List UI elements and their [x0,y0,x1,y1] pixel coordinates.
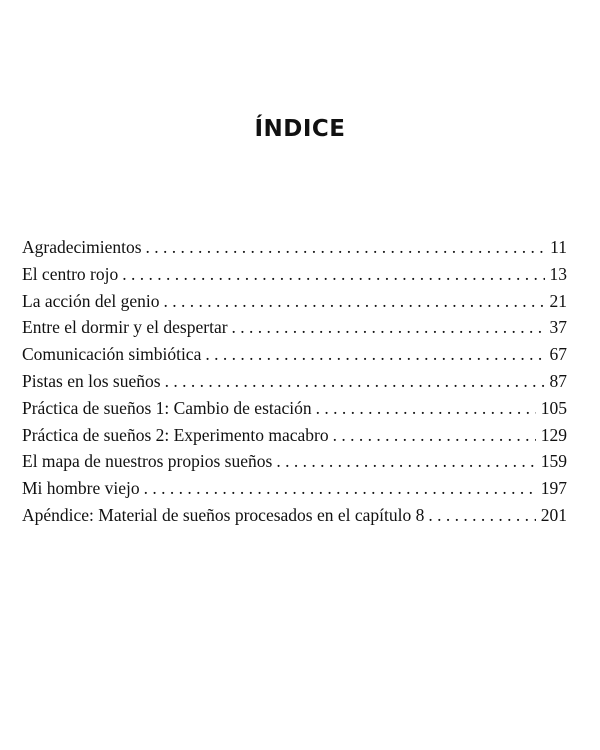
toc-entry-title: El mapa de nuestros propios sueños [22,451,273,472]
dot-leader [232,314,545,341]
toc-page-number: 105 [540,397,567,418]
dot-leader [165,368,545,395]
toc-entry [22,502,567,529]
dot-leader [164,288,545,315]
dot-leader [146,234,546,261]
toc-page-number: 159 [540,451,567,472]
toc-page-number: 197 [540,478,567,499]
dot-leader [276,448,535,475]
toc-entry-title: Comunicación simbiótica [22,344,202,365]
dot-leader [316,395,536,422]
toc-page-number: 37 [549,317,567,338]
toc-entry [22,288,567,315]
toc-page-number: 11 [550,237,567,257]
toc-entry [22,234,567,261]
toc-entry [22,368,567,395]
toc-entry [22,261,567,288]
toc-entry [22,475,567,502]
dot-leader [428,502,535,529]
toc-page-number: 129 [540,424,567,445]
toc-page-number: 21 [549,290,567,311]
toc-entry [22,395,567,422]
toc-entry-title: Práctica de sueños 1: Cambio de estación [22,397,312,418]
toc-entry-title: La acción del genio [22,290,160,311]
toc-page-number: 87 [549,370,567,391]
toc-entry-title: Agradecimientos [22,237,142,257]
toc-entry [22,448,567,475]
dot-leader [144,475,536,502]
toc-entry [22,341,567,368]
toc-entry-title: Práctica de sueños 2: Experimento macabro [22,424,329,445]
toc-entry [22,422,567,449]
dot-leader [122,261,544,288]
toc-entry-title: Pistas en los sueños [22,370,161,391]
toc-entry-title: El centro rojo [22,263,119,284]
dot-leader [205,341,544,368]
dot-leader [333,422,536,449]
toc-entry [22,314,567,341]
toc-page-number: 13 [549,263,567,284]
table-of-contents [22,234,567,529]
toc-entry-title: Apéndice: Material de sueños procesados en el capítulo 8 [22,504,425,525]
toc-entry-title: Entre el dormir y el despertar [22,317,228,338]
page-title: ÍNDICE [254,116,346,142]
toc-page-number: 201 [540,504,567,525]
toc-entry-title: Mi hombre viejo [22,478,140,499]
toc-page-number: 67 [549,344,567,365]
